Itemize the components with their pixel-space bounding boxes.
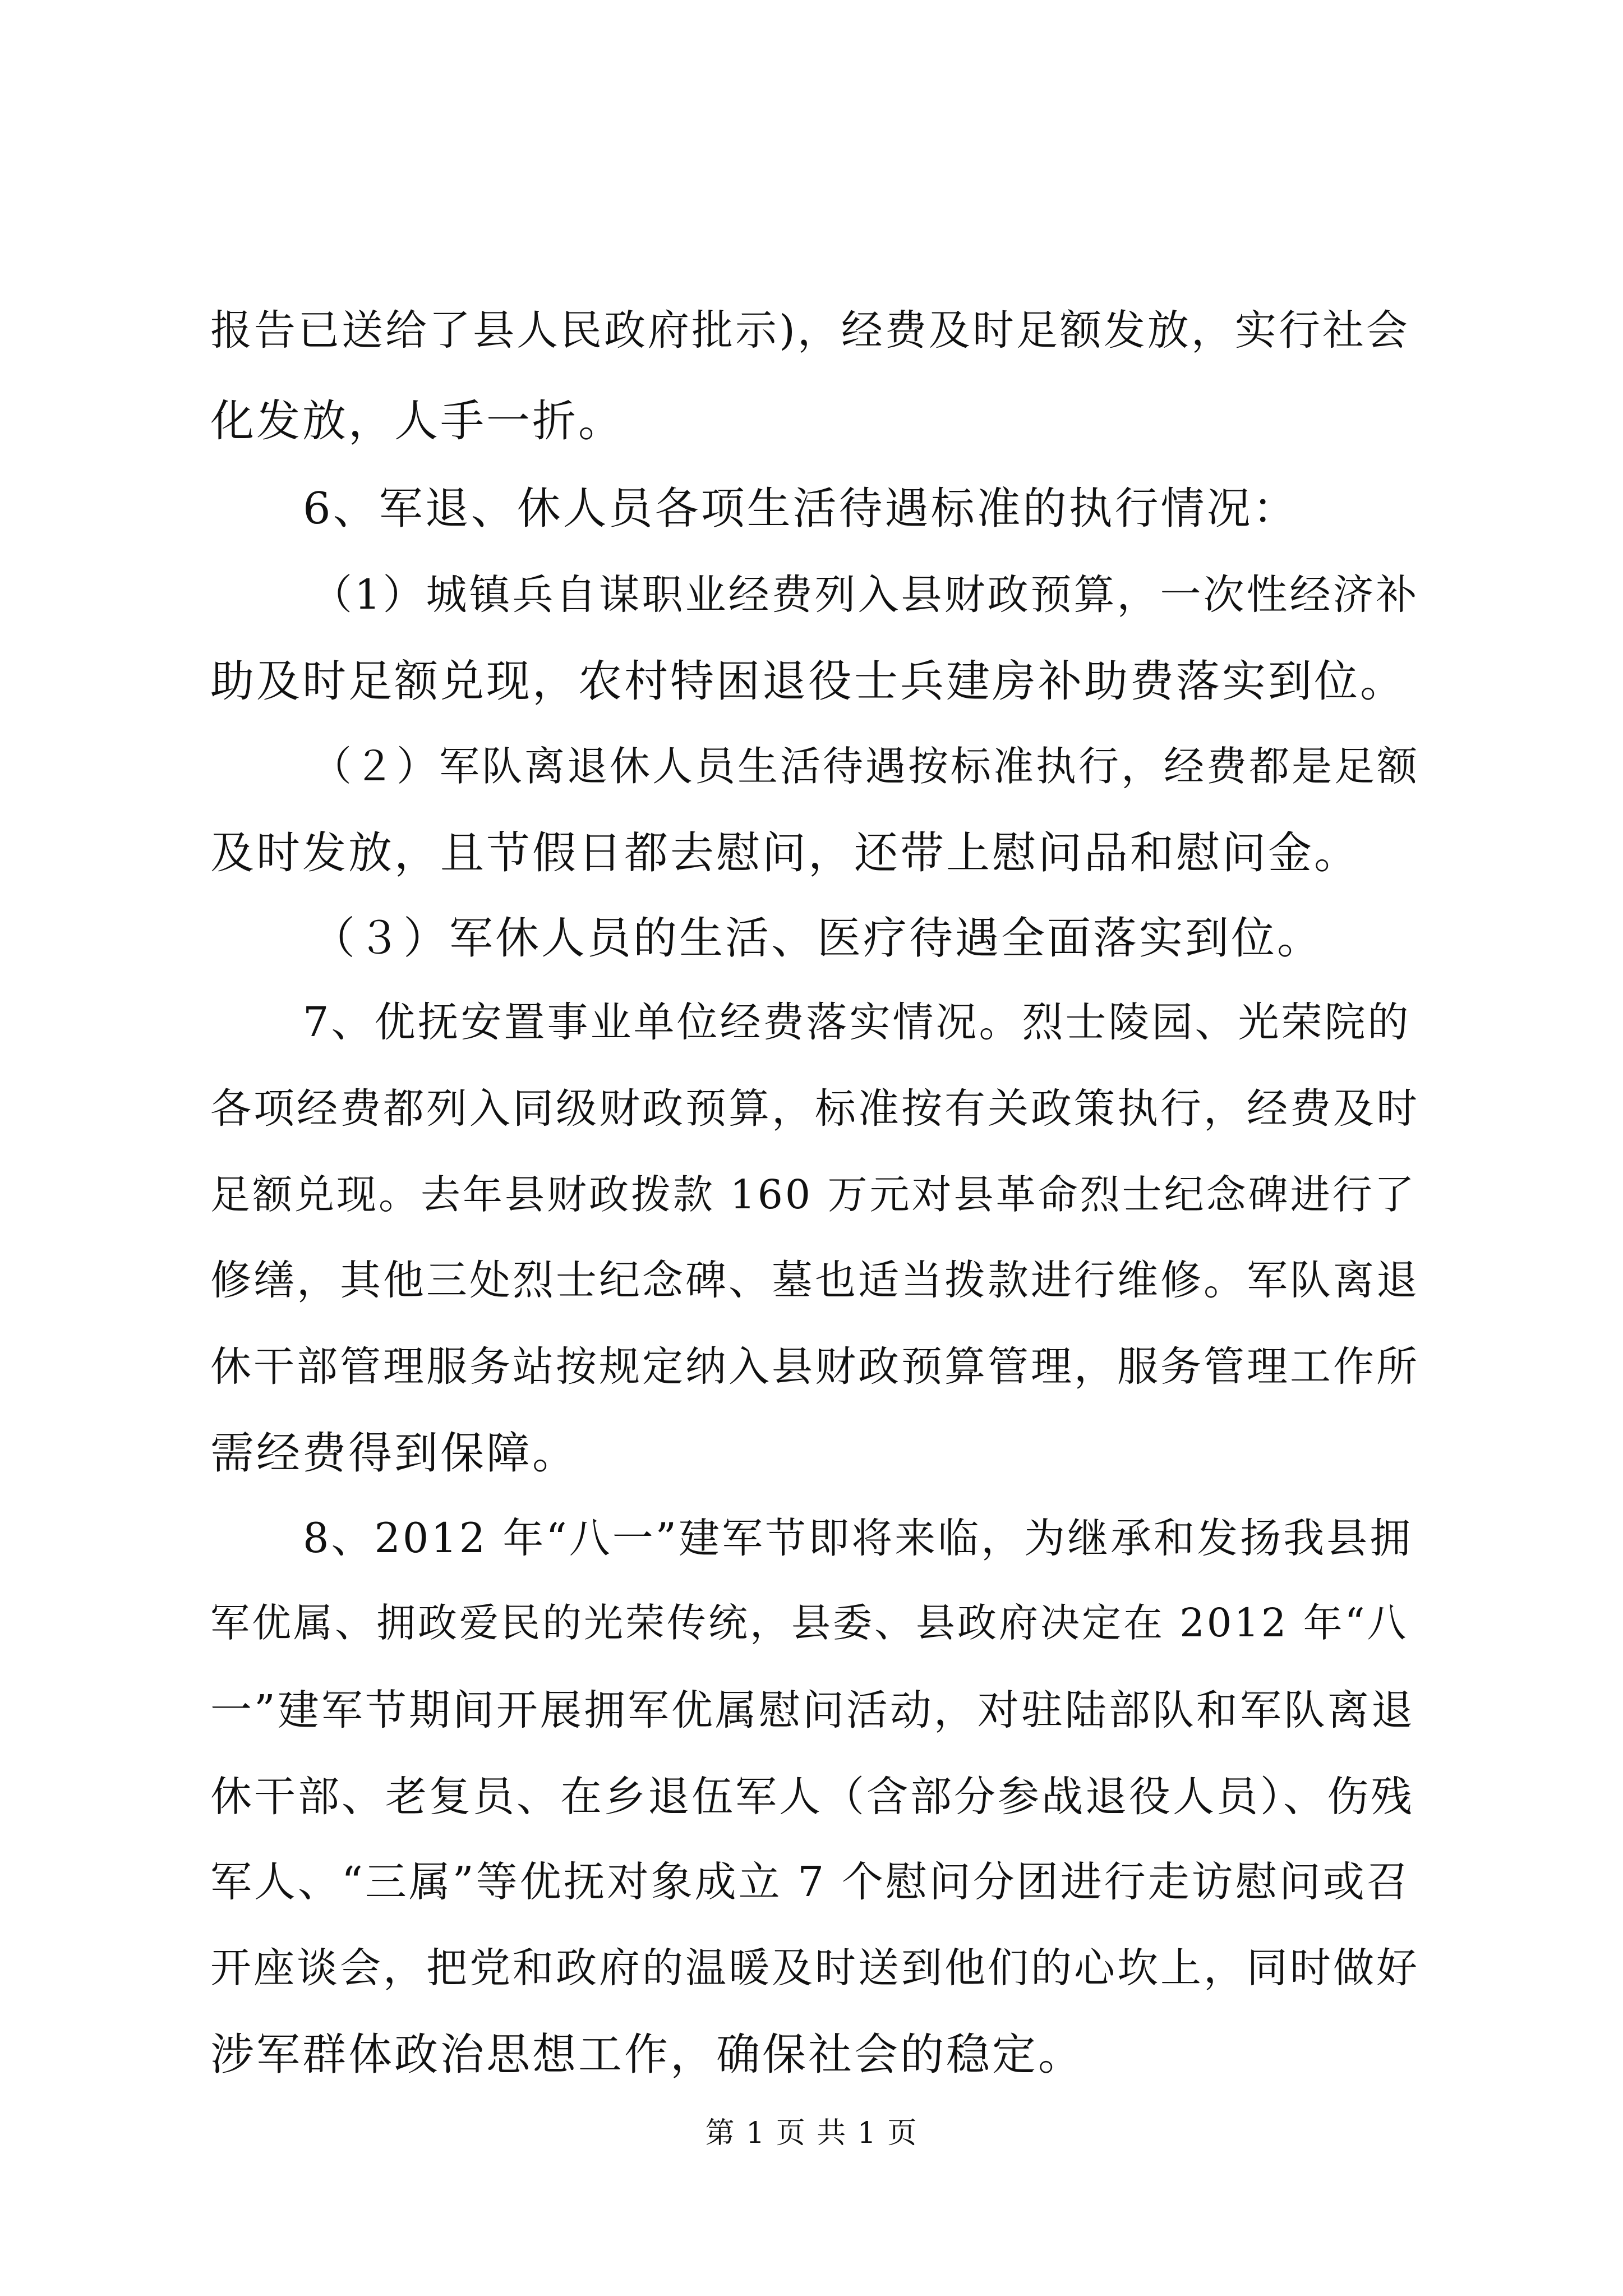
body-line: （1）城镇兵自谋职业经费列入县财政预算，一次性经济补 [311,571,1419,619]
body-line: 及时发放，且节假日都去慰问，还带上慰问品和慰问金。 [210,828,1361,878]
body-line: 军人、“三属”等优抚对象成立 7 个慰问分团进行走访慰问或召 [210,1858,1410,1906]
page-footer: 第 1 页 共 1 页 [705,2116,918,2150]
body-line: 开座谈会，把党和政府的温暖及时送到他们的心坎上，同时做好 [210,1944,1419,1992]
body-line: 一”建军节期间开展拥军优属慰问活动，对驻陆部队和军队离退 [210,1686,1415,1734]
body-line: 化发放，人手一折。 [210,396,625,447]
body-line: 足额兑现。去年县财政拨款 160 万元对县革命烈士纪念碑进行了 [210,1171,1417,1218]
body-line: 休干部管理服务站按规定纳入县财政预算管理，服务管理工作所 [210,1343,1419,1391]
body-line: 涉军群体政治思想工作，确保社会的稳定。 [210,2030,1085,2080]
body-line: 助及时足额兑现，农村特困退役士兵建房补助费落实到位。 [210,656,1407,707]
body-line: 休干部、老复员、在乡退伍军人（含部分参战退役人员）、伤残 [210,1773,1414,1821]
body-line: 修缮，其他三处烈士纪念碑、墓也适当拨款进行维修。军队离退 [210,1257,1419,1304]
body-line: 6、军退、休人员各项生活待遇标准的执行情况： [303,484,1299,534]
body-line: 需经费得到保障。 [210,1428,579,1479]
body-line: （２）军队离退休人员生活待遇按标准执行，经费都是足额 [311,743,1420,790]
body-line: 军优属、拥政爱民的光荣传统，县委、县政府决定在 2012 年“八 [210,1600,1409,1646]
body-line: （３）军休人员的生活、医疗待遇全面落实到位。 [311,913,1324,964]
body-line: 7、优抚安置事业单位经费落实情况。烈士陵园、光荣院的 [303,999,1411,1046]
body-line: 各项经费都列入同级财政预算，标准按有关政策执行，经费及时 [210,1085,1419,1133]
body-line: 报告已送给了县人民政府批示)，经费及时足额发放，实行社会 [210,306,1410,355]
body-line: 8、2012 年“八一”建军节即将来临，为继承和发扬我县拥 [303,1515,1413,1562]
